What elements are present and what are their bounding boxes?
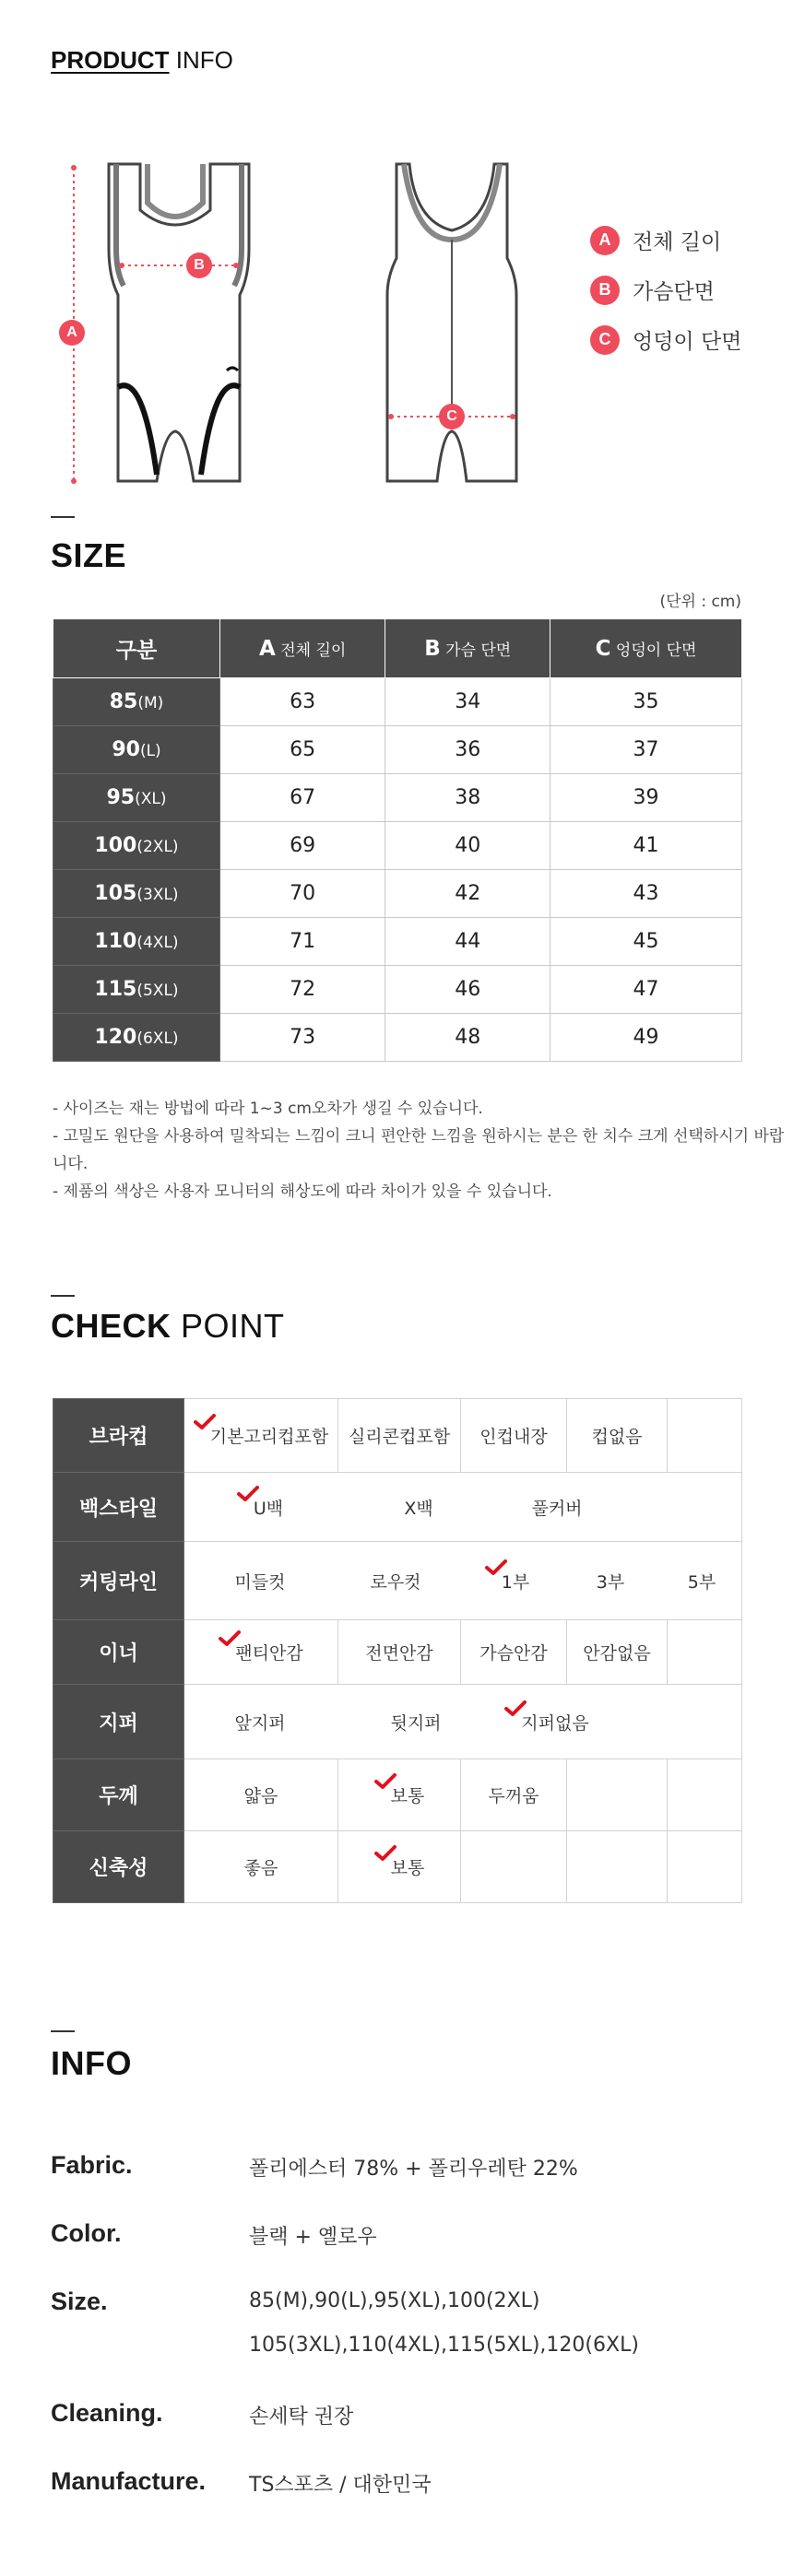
size-note: - 사이즈는 재는 방법에 따라 1~3 cm오차가 생길 수 있습니다. [53,1100,483,1118]
check-row-label: 커팅라인 [53,1542,184,1620]
legend-item-b [590,275,715,305]
table-row [53,1620,742,1685]
table-row [53,1759,742,1831]
legend-label-b: 가슴단면 [633,280,715,304]
check-row-label: 백스타일 [53,1473,184,1542]
check-mark-icon [374,1773,396,1790]
size-notes [53,1095,793,1206]
check-option [668,1399,742,1473]
check-option: 풀커버 [531,1498,583,1519]
check-option: 얇음 [184,1759,338,1831]
table-row [53,870,742,918]
size-cell-c: 35 [550,678,742,726]
table-row [53,1685,742,1759]
check-option: 5부 [687,1571,716,1593]
legend-badge-b: B [590,276,620,305]
swimsuit-front-illustration [55,157,295,488]
info-value-size-line2: 105(3XL),110(4XL),115(5XL),120(6XL) [249,2334,639,2357]
info-label-cleaning: Cleaning. [51,2399,163,2427]
table-row [53,1542,742,1620]
marker-b-badge: B [186,253,212,278]
size-cell-b: 36 [385,726,550,774]
size-cell-c: 47 [550,966,742,1014]
check-option: 안감없음 [567,1620,668,1685]
size-header-b: B 가슴 단면 [385,619,550,678]
check-option: 팬티안감 [184,1620,338,1685]
legend-badge-c: C [590,325,620,355]
size-row-label: 105(3XL) [53,870,220,918]
size-cell-b: 38 [385,774,550,822]
check-option: 보통 [338,1759,461,1831]
size-row-label: 100(2XL) [53,822,220,870]
size-table [53,619,742,1062]
check-option: 지퍼없음 [496,1710,598,1735]
size-cell-a: 69 [220,822,385,870]
check-option: 가슴안감 [461,1620,567,1685]
size-row-label: 110(4XL) [53,918,220,966]
size-row-label: 115(5XL) [53,966,220,1014]
info-section-title: INFO [51,2044,132,2082]
size-cell-c: 41 [550,822,742,870]
legend-label-c: 엉덩이 단면 [633,330,742,354]
check-option: U백 [184,1495,336,1520]
size-note: - 고밀도 원단을 사용하여 밀착되는 느낌이 크니 편안한 느낌을 원하시는 분은 한 치수 크게 선택하시기 바랍니다. [53,1127,785,1173]
table-row [53,1473,742,1542]
check-option: 앞지퍼 [234,1712,286,1734]
size-row-label: 85(M) [53,678,220,726]
table-row [53,678,742,726]
size-table-header-row [53,619,742,678]
size-row-label: 90(L) [53,726,220,774]
check-mark-icon [237,1486,259,1502]
info-value-color: 블랙 + 옐로우 [249,2226,377,2249]
size-cell-a: 73 [220,1014,385,1062]
legend-label-a: 전체 길이 [633,230,722,254]
size-cell-b: 48 [385,1014,550,1062]
size-cell-b: 34 [385,678,550,726]
size-cell-a: 65 [220,726,385,774]
product-info-title [51,46,233,75]
size-cell-b: 44 [385,918,550,966]
marker-c-badge: C [439,404,465,429]
check-section-title: CHECK POINT [51,1307,285,1345]
info-label-manufacture: Manufacture. [51,2467,207,2495]
check-option: 미들컷 [234,1571,286,1593]
legend-badge-a: A [590,226,620,255]
check-option: X백 [404,1498,433,1519]
swimsuit-back-illustration [360,157,544,488]
check-option: 1부 [456,1569,559,1594]
size-header-category: 구분 [53,619,220,678]
check-option: 기본고리컵포함 [184,1399,338,1473]
product-info-title-light: INFO [175,46,233,74]
info-value-fabric: 폴리에스터 78% + 폴리우레탄 22% [249,2158,578,2181]
table-row [53,726,742,774]
check-option: 인컵내장 [461,1399,567,1473]
check-option: 컵없음 [567,1399,668,1473]
check-row-label: 신축성 [53,1831,184,1903]
legend-item-a [590,225,721,255]
check-section-dash [51,1295,75,1297]
check-mark-icon [374,1845,396,1862]
check-point-table [53,1398,742,1903]
size-cell-b: 42 [385,870,550,918]
info-value-cleaning: 손세탁 권장 [249,2405,354,2429]
table-row [53,966,742,1014]
size-cell-b: 46 [385,966,550,1014]
size-row-label: 120(6XL) [53,1014,220,1062]
size-cell-a: 71 [220,918,385,966]
table-row [53,1831,742,1903]
size-row-label: 95(XL) [53,774,220,822]
info-label-fabric: Fabric. [51,2151,133,2179]
info-value-size: 85(M),90(L),95(XL),100(2XL) [249,2289,540,2312]
table-row [53,774,742,822]
size-section-title: SIZE [51,536,127,574]
check-row-label: 두께 [53,1759,184,1831]
size-cell-c: 43 [550,870,742,918]
info-label-size: Size. [51,2288,108,2315]
check-row-label: 브라컵 [53,1399,184,1473]
size-header-a: A 전체 길이 [220,619,385,678]
check-mark-icon [504,1700,527,1717]
check-option [668,1620,742,1685]
info-label-color: Color. [51,2219,122,2247]
size-cell-a: 70 [220,870,385,918]
size-cell-b: 40 [385,822,550,870]
size-section-dash [51,516,75,518]
check-option: 로우컷 [370,1571,421,1593]
check-option: 뒷지퍼 [390,1712,442,1734]
size-note: - 제품의 색상은 사용자 모니터의 해상도에 따라 차이가 있을 수 있습니다. [53,1182,552,1201]
table-row [53,918,742,966]
legend-item-c [590,324,741,355]
check-mark-icon [219,1630,241,1647]
check-option: 실리콘컵포함 [338,1399,461,1473]
info-value-manufacture: TS스포츠 / 대한민국 [249,2474,432,2497]
size-cell-a: 72 [220,966,385,1014]
size-header-c: C 엉덩이 단면 [550,619,742,678]
check-row-label: 지퍼 [53,1685,184,1759]
size-unit-label: (단위 : cm) [659,593,741,611]
check-option: 3부 [596,1571,625,1593]
size-cell-c: 49 [550,1014,742,1062]
marker-a-badge: A [59,320,85,346]
check-option: 좋음 [184,1831,338,1903]
table-row [53,822,742,870]
check-option: 보통 [338,1831,461,1903]
check-option: 두꺼움 [461,1759,567,1831]
size-cell-c: 37 [550,726,742,774]
size-cell-a: 63 [220,678,385,726]
table-row [53,1014,742,1062]
product-info-title-bold: PRODUCT [51,46,170,74]
check-row-label: 이너 [53,1620,184,1685]
size-cell-c: 39 [550,774,742,822]
table-row [53,1399,742,1473]
check-mark-icon [485,1559,507,1576]
check-option: 전면안감 [338,1620,461,1685]
size-cell-c: 45 [550,918,742,966]
check-mark-icon [194,1414,216,1430]
info-section-dash [51,2030,75,2032]
size-cell-a: 67 [220,774,385,822]
